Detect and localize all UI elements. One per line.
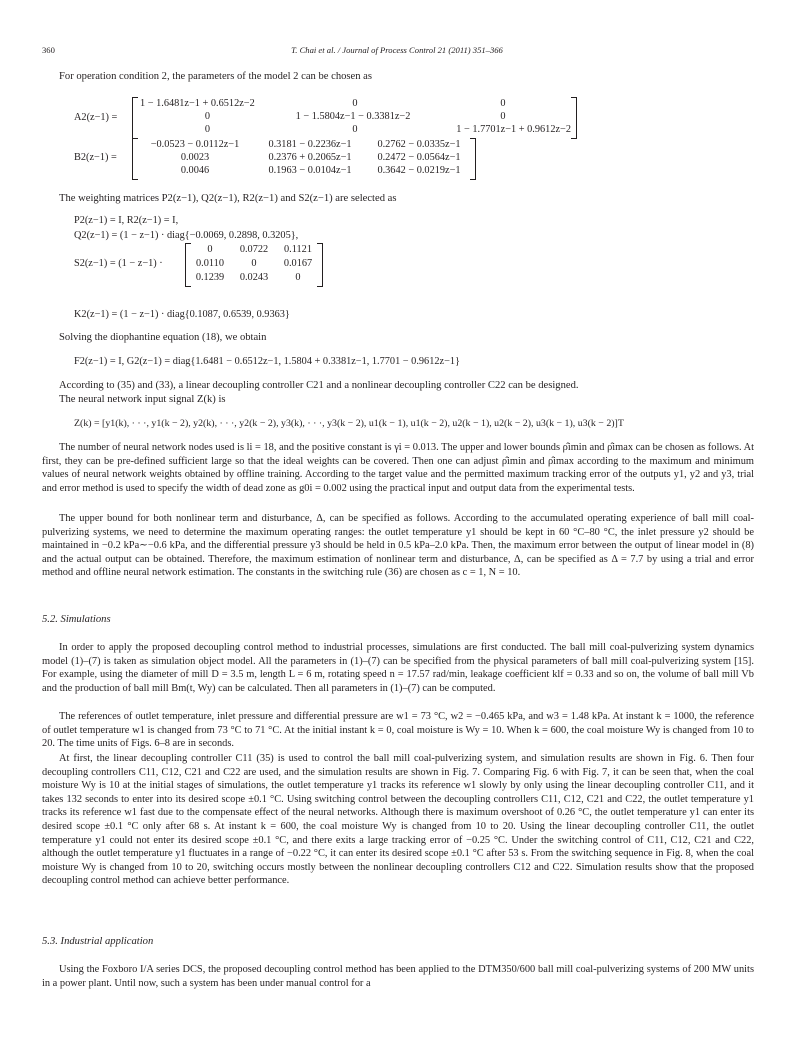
matrix-s-cell: 0.0243	[239, 272, 269, 283]
matrix-b-cell: 0.0046	[180, 165, 210, 176]
matrix-a-cell: 0	[500, 111, 506, 122]
section-heading-simulations: 5.2. Simulations	[42, 614, 111, 625]
matrix-a-cell: 0	[352, 124, 358, 135]
matrix-b-left-bracket	[132, 138, 138, 180]
matrix-a-left-bracket	[132, 97, 138, 139]
section-heading-industrial: 5.3. Industrial application	[42, 936, 154, 947]
paragraph-bounds: The number of neural network nodes used is li = 18, and the positive constant is γi = 0.013. The upper and lower bounds ρ̂imin and ρ̂imax can be chosen as follows. At first, they can be pre-defined sufficient large so that the ideal weights can be covered. Then one can adjust ρ̂imin and ρ̂imax according to the maximum and minimum values of neural network weights obtained by offline training. According to the target value and the permitted maximum tracking error of the outputs y1, y2 and y3, trial and error method is used to specify the width of dead zone as g0i = 0.002 using the practical input and output data from the experimental tests.	[42, 442, 754, 494]
matrix-a-right-bracket	[571, 97, 577, 139]
paragraph-upper-bound: The upper bound for both nonlinear term and disturbance, Δ, can be specified as follows. According to the accumulated operating experience of ball mill coal-pulverizing systems, we need to determine the maximum operating ranges: the outlet temperature y1 should be kept in 60 °C–80 °C, the inlet pressure y2 should be maintained in −0.2 kPa∼−0.6 kPa, and the differential pressure y3 should be held in 0.5 kPa–2.0 kPa. Then, the maximum error between the output of linear model in (8) and the actual output can be obtained. Therefore, the maximum estimation of nonlinear term and disturbance, Δ, can be specified as Δ = 7.7 by using a trial and error method and offline neural network estimation. The constants in the switching rule (36) are chosen as c = 1, N = 10.	[42, 513, 754, 579]
matrix-a-cell: 1 − 1.6481z−1 + 0.6512z−2	[140, 98, 255, 109]
matrix-a-cell: 0	[204, 124, 211, 135]
matrix-s-cell: 0.0722	[239, 244, 269, 255]
matrix-s-cell: 0	[251, 258, 257, 269]
matrix-b-cell: 0.0023	[180, 152, 210, 163]
equation-z: Z(k) = [y1(k), · · ·, y1(k − 2), y2(k), · · ·, y2(k − 2), y3(k), · · ·, y3(k − 2), u1(k − 1), u1(k − 2), u2(k − 1), u2(k − 2), u3(k − 1), u3(k − 2)]T	[74, 418, 624, 429]
according-line: According to (35) and (33), a linear decoupling controller C21 and a nonlinear decoupling controller C22 can be designed.	[59, 380, 579, 391]
matrix-b-cell: 0.2376 + 0.2065z−1	[268, 152, 352, 163]
matrix-b-cell: 0.2472 − 0.0564z−1	[377, 152, 461, 163]
matrix-s-cell: 0.0167	[283, 258, 313, 269]
page-number: 360	[42, 45, 55, 55]
matrix-b-cell: 0.1963 − 0.0104z−1	[268, 165, 352, 176]
matrix-b-right-bracket	[470, 138, 476, 180]
matrix-a-cell: 0	[500, 98, 506, 109]
matrix-a-cell: 1 − 1.5804z−1 − 0.3381z−2	[295, 111, 411, 122]
matrix-s-cell: 0	[207, 244, 213, 255]
diophantine-line: Solving the diophantine equation (18), we obtain	[59, 332, 267, 343]
matrix-s-cell: 0.0110	[196, 258, 224, 269]
intro-line: For operation condition 2, the parameters of the model 2 can be chosen as	[59, 71, 373, 82]
matrix-b-cell: −0.0523 − 0.0112z−1	[150, 139, 240, 150]
matrix-a-cell: 1 − 1.7701z−1 + 0.9612z−2	[456, 124, 571, 135]
matrix-s-cell: 0.1121	[284, 244, 312, 255]
matrix-b-cell: 0.2762 − 0.0335z−1	[377, 139, 461, 150]
equation-p-r: P2(z−1) = I, R2(z−1) = I,	[74, 215, 179, 226]
matrix-s-right-bracket	[317, 243, 323, 287]
equation-f-g: F2(z−1) = I, G2(z−1) = diag{1.6481 − 0.6512z−1, 1.5804 + 0.3381z−1, 1.7701 − 0.9612z−1}	[74, 356, 460, 367]
weighting-line: The weighting matrices P2(z−1), Q2(z−1), R2(z−1) and S2(z−1) are selected as	[59, 193, 397, 204]
matrix-s-cell: 0	[295, 272, 301, 283]
matrix-s-left-bracket	[185, 243, 191, 287]
matrix-a-cell: 0	[204, 111, 211, 122]
paragraph-results: At first, the linear decoupling controller C11 (35) is used to control the ball mill coal-pulverizing system, and simulation results are shown in Fig. 6. Then four decoupling controllers C11, C12, C21 and C22 are used, and the simulation results are shown in Fig. 7. Comparing Fig. 6 with Fig. 7, it can be seen that, when the coal moisture Wy is 10 at the initial stages of simulations, the outlet temperature y1 tracks its reference w1 slowly by only using the linear decoupling controller C11, and it takes 132 seconds to enter into its desired scope ±0.1 °C. Using switching control between the decoupling controllers C11, C12, C21 and C22, the outlet temperature y1 tracks its reference w1 fast due to the compensate effect of the neural networks. Although there is maximum overshoot of 0.26 °C, the outlet temperature y1 can enter its desired scope ±0.1 °C only after 68 s. At instant k = 600, the coal moisture Wy is changed from 10 to 20. Using the linear decoupling controller C11, the outlet temperature y1 could not enter its desired scope ±0.1 °C, and there exits a large tracking error of −0.25 °C. Under the switching control of C11, C12, C21 and C22, although the outlet temperature y1 fluctuates in a range of −0.22 °C, it can enter its desired scope ±0.1 °C after 53 s. From the switching sequence in Fig. 8, when the coal moisture Wy is changed from 10 to 20, switching occurs mostly between the nonlinear decoupling controllers C12 and C22. Simulation results show that the proposed decoupling control method can achieve better performance.	[42, 753, 754, 887]
matrix-b-label: B2(z−1) =	[74, 152, 117, 163]
matrix-b-cell: 0.3181 − 0.2236z−1	[268, 139, 352, 150]
journal-citation: T. Chai et al. / Journal of Process Control 21 (2011) 351–366	[291, 45, 503, 55]
paragraph-industrial: Using the Foxboro I/A series DCS, the proposed decoupling control method has been applied to the DTM350/600 ball mill coal-pulverizing systems of 200 MW units in a power plant. Until now, such a system has been under manual control for a	[42, 964, 754, 989]
equation-q: Q2(z−1) = (1 − z−1) · diag{−0.0069, 0.2898, 0.3205},	[74, 230, 299, 241]
paragraph-references: The references of outlet temperature, inlet pressure and differential pressure are w1 = 73 °C, w2 = −0.465 kPa, and w3 = 1.48 kPa. At instant k = 1000, the reference of outlet temperature w1 is changed from 73 °C to 71 °C. At the initial instant k = 0, coal moisture is Wy = 10. When k = 600, the coal moisture Wy is changed from 10 to 20. The time units of Figs. 6–8 are in seconds.	[42, 711, 754, 750]
matrix-a-cell: 0	[352, 98, 358, 109]
equation-k: K2(z−1) = (1 − z−1) · diag{0.1087, 0.6539, 0.9363}	[74, 309, 290, 320]
matrix-b-cell: 0.3642 − 0.0219z−1	[377, 165, 461, 176]
matrix-a-label: A2(z−1) =	[74, 112, 118, 123]
nn-input-line: The neural network input signal Z(k) is	[59, 394, 226, 405]
matrix-s-cell: 0.1239	[195, 272, 225, 283]
running-header	[42, 45, 752, 59]
matrix-s-label: S2(z−1) = (1 − z−1) ·	[74, 258, 163, 269]
paragraph-simulations-intro: In order to apply the proposed decoupling control method to industrial processes, simulations are first conducted. The ball mill coal-pulverizing system dynamics model (1)–(7) is taken as simulation object model. All the parameters in (1)–(7) can be specified from the physical parameters of ball mill coal-pulverizing system [15]. For example, using the diameter of mill D = 3.5 m, length L = 6 m, rotating speed n = 17.57 rad/min, leakage coefficient klf = 0.33 and so on, the volume of ball mill Vb and the production of ball mill Bm(t, Wy) can be calculated. Then all parameters in (1)–(7) can be computed.	[42, 642, 754, 694]
